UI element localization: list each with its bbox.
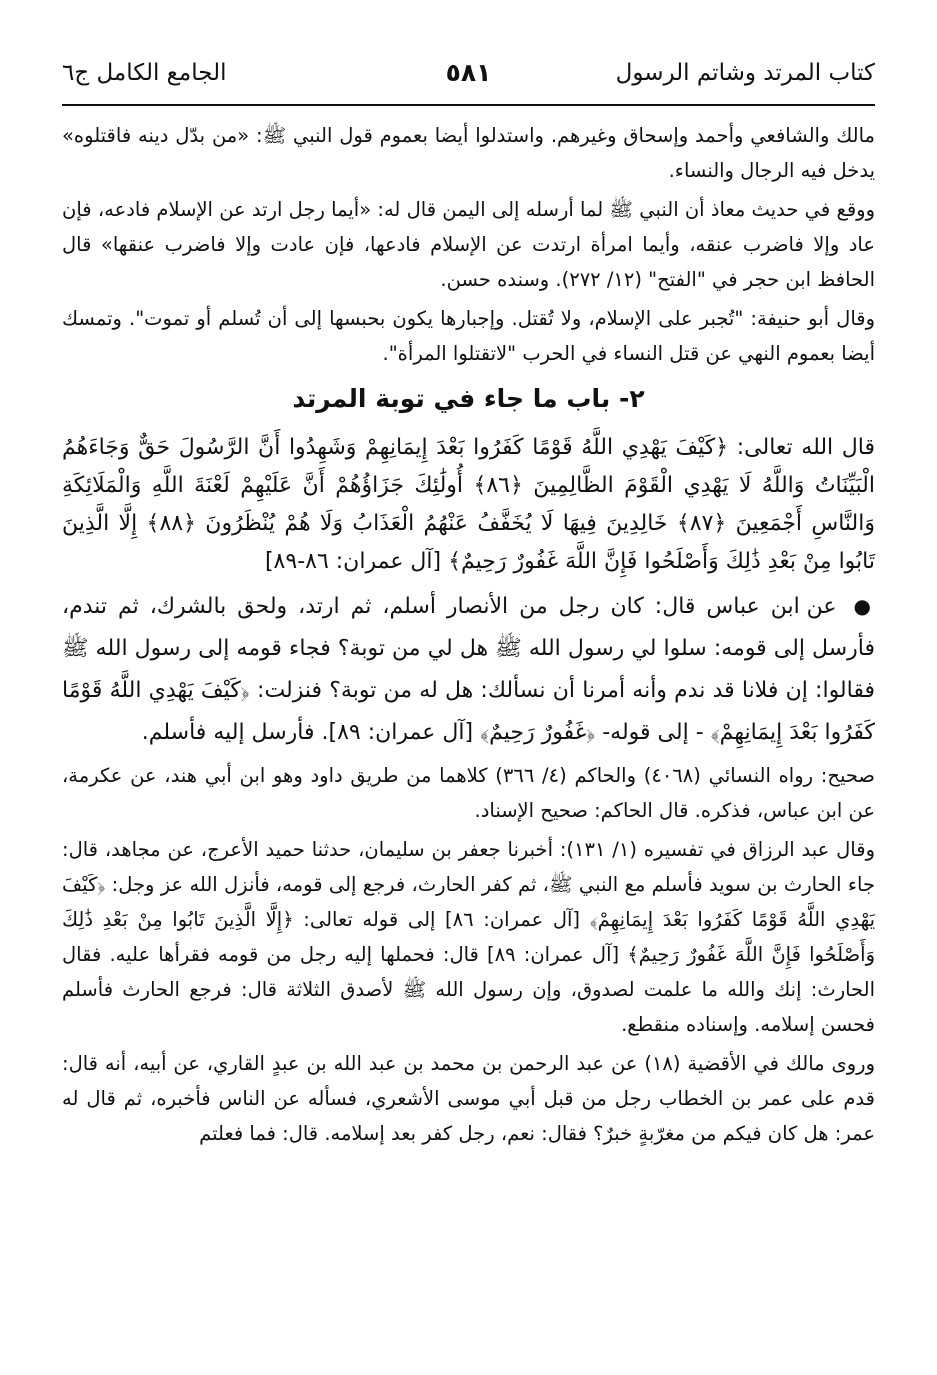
hadith-paragraph — [62, 585, 875, 754]
page-body — [62, 118, 875, 1155]
chapter-title: كتاب المرتد وشاتم الرسول — [615, 60, 875, 86]
bullet-icon: ● — [853, 594, 875, 618]
malik-note: وروى مالك في الأقضية (١٨) عن عبد الرحمن بن محمد بن عبد الله بن عبدٍ القاري، عن أبيه، أنه قال: قدم على عمر بن الخطاب رجل من قبل أبي موسى الأشعري، فسأله عن الناس فأخبره، ثم قال له عمر: هل كان فيكم من مغرّبةٍ خبرٌ؟ فقال: نعم، رجل كفر بعد إسلامه. قال: فما فعلتم — [62, 1052, 875, 1145]
book-title: الجامع الكامل ج٦ — [62, 60, 227, 86]
section-title: ٢- باب ما جاء في توبة المرتد — [292, 384, 645, 413]
paragraph-2: ووقع في حديث معاذ أن النبي ﷺ لما أرسله إلى اليمن قال له: «أيما رجل ارتد عن الإسلام فادعه، فإن عاد وإلا فاضرب عنقه، وأيما امرأة ارتدت عن الإسلام فادعها، فإن عادت وإلا فاضرب عنقها» قال الحافظ ابن حجر في "الفتح" (١٢/ ٢٧٢). وسنده حسن. — [62, 198, 875, 291]
abdulrazzaq-note: وقال عبد الرزاق في تفسيره (١/ ١٣١): أخبرنا جعفر بن سليمان، حدثنا حميد الأعرج، عن مجاهد، قال: جاء الحارث بن سويد فأسلم مع النبي ﷺ، ثم كفر الحارث، فرجع إلى قومه، فأنزل الله عز وجل: ﴿كَيْفَ يَهْدِي اللَّهُ قَوْمًا كَفَرُوا بَعْدَ إِيمَانِهِمْ﴾ [آل عمران: ٨٦] إلى قوله تعالى: ﴿إِلَّا الَّذِينَ تَابُوا مِنْ بَعْدِ ذَٰلِكَ وَأَصْلَحُوا فَإِنَّ اللَّهَ غَفُورٌ رَحِيمٌ﴾ [آل عمران: ٨٩] قال: فحملها إليه رجل من قومه فقرأها عليه. فقال الحارث: إنك والله ما علمت لصدوق، وإن رسول الله ﷺ لأصدق الثلاثة قال: فرجع الحارث فأسلم فحسن إسلامه. وإسناده منقطع. — [62, 838, 875, 1036]
page-header — [62, 58, 875, 98]
page-number: ٥٨١ — [445, 58, 492, 87]
hadith-text: عن ابن عباس قال: كان رجل من الأنصار أسلم، ثم ارتد، ولحق بالشرك، ثم تندم، فأرسل إلى قومه: سلوا لي رسول الله ﷺ هل لي من توبة؟ فجاء قومه إلى رسول الله ﷺ فقالوا: إن فلانا قد ندم وأنه أمرنا أن نسألك: هل له من توبة؟ فنزلت: ﴿كَيْفَ يَهْدِي اللَّهُ قَوْمًا كَفَرُوا بَعْدَ إِيمَانِهِمْ﴾ - إلى قوله- ﴿غَفُورٌ رَحِيمٌ﴾ [آل عمران: ٨٩]. فأرسل إليه فأسلم. — [62, 594, 875, 745]
quran-verses: قال الله تعالى: ﴿كَيْفَ يَهْدِي اللَّهُ قَوْمًا كَفَرُوا بَعْدَ إِيمَانِهِمْ وَشَهِدُوا أَنَّ الرَّسُولَ حَقٌّ وَجَاءَهُمُ الْبَيِّنَاتُ وَاللَّهُ لَا يَهْدِي الْقَوْمَ الظَّالِمِينَ ﴿٨٦﴾ أُولَٰئِكَ جَزَاؤُهُمْ أَنَّ عَلَيْهِمْ لَعْنَةَ اللَّهِ وَالْمَلَائِكَةِ وَالنَّاسِ أَجْمَعِينَ ﴿٨٧﴾ خَالِدِينَ فِيهَا لَا يُخَفَّفُ عَنْهُمُ الْعَذَابُ وَلَا هُمْ يُنْظَرُونَ ﴿٨٨﴾ إِلَّا الَّذِينَ تَابُوا مِنْ بَعْدِ ذَٰلِكَ وَأَصْلَحُوا فَإِنَّ اللَّهَ غَفُورٌ رَحِيمٌ﴾ [آل عمران: ٨٦-٨٩] — [62, 435, 875, 574]
paragraph-1: مالك والشافعي وأحمد وإسحاق وغيرهم. واستدلوا أيضا بعموم قول النبي ﷺ: «من بدّل دينه فاقتلوه» يدخل فيه الرجال والنساء. — [62, 124, 875, 182]
takhrij-note: صحيح: رواه النسائي (٤٠٦٨) والحاكم (٤/ ٣٦٦) كلاهما من طريق داود وهو ابن أبي هند، عن عكرمة، عن ابن عباس، فذكره. قال الحاكم: صحيح الإسناد. — [62, 764, 875, 822]
header-divider — [62, 104, 875, 106]
paragraph-3: وقال أبو حنيفة: "تُجبر على الإسلام، ولا تُقتل. وإجبارها يكون بحبسها إلى أن تُسلم أو تموت". وتمسك أيضا بعموم النهي عن قتل النساء في الحرب "لاتقتلوا المرأة". — [62, 307, 875, 365]
